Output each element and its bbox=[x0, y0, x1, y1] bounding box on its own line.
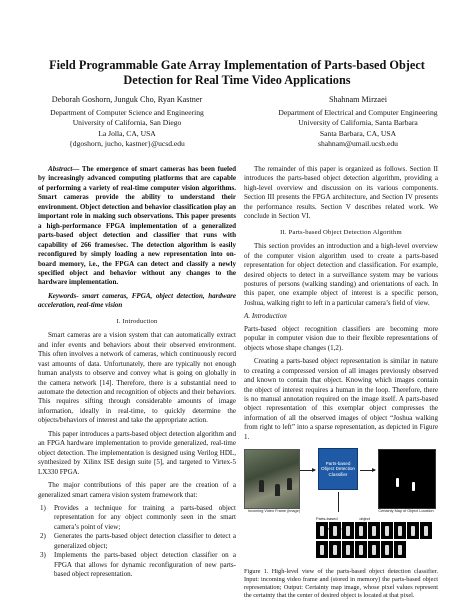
certainty-map-image bbox=[378, 449, 436, 509]
input-label: Incoming Video Frame (image) bbox=[247, 509, 301, 514]
abstract-text: — The emergence of smart cameras has been fueled by increasingly advanced computing platforms that are capable of performing a variety of real-time computer vision algorithms. Smart cameras provide the ability to understand their environment. Object detection and behavior classification play an important role in making such observations. This paper presents a high-performance FPGA implementation of a generalized parts-based object detection and classifier that runs with capability of 266 frames/sec. The detection algorithm is easily reconfigured by simply loading a new representation into on-board memory, i.e., the FPGA can detect and classify a newly specified object and behavior without any changes to the hardware implementation. bbox=[38, 165, 236, 287]
right-column bbox=[244, 165, 438, 600]
intro-paragraph-1: Smart cameras are a vision system that can automatically extract and infer events and behaviors about their observed environment. This often involves a network of cameras, which continuously record vast amounts of data. Unfortunately, there are typically not enough human analysts to observe and convey what is going on globally in the camera network [14]. Therefore, there is a substantial need to automate the detection and recognition of objects and their behaviors. This requires sifting through considerable amounts of image information, ideally in real-time, to quickly determine the objects/behaviors of interest and take the appropriate action. bbox=[38, 331, 236, 425]
section-heading: II. Parts-based Object Detection Algorithm bbox=[280, 228, 402, 236]
part-image bbox=[368, 541, 380, 558]
part-image bbox=[381, 541, 393, 558]
video-frame-image bbox=[244, 449, 300, 509]
person-silhouette bbox=[275, 484, 280, 496]
part-image bbox=[329, 541, 341, 558]
list-text: Provides a technique for training a parts-based object representation for any object commonly seen in the smart camera’s point of view; bbox=[54, 503, 236, 531]
part-image bbox=[394, 541, 406, 558]
arrow-up-icon bbox=[338, 492, 339, 512]
part-image bbox=[381, 522, 393, 539]
list-text: Implements the parts-based object detection classifier on a FPGA that allows for dynamic reconfiguration of new parts-based object representation. bbox=[54, 551, 236, 579]
part-image bbox=[342, 541, 354, 558]
author-univ: University of California, Santa Barbara bbox=[298, 118, 418, 127]
person-silhouette bbox=[287, 478, 292, 490]
organization-paragraph: The remainder of this paper is organized as follows. Section II introduces the parts-based object detection algorithm, providing a high-level overview and discussion on its various components. Section III presents the FPGA architecture, and Section IV presents the performance results. Section V describes related work. We conclude in Section VI. bbox=[244, 165, 438, 221]
part-image bbox=[355, 522, 367, 539]
author-city: Santa Barbara, CA, USA bbox=[319, 128, 397, 138]
part-image bbox=[342, 522, 354, 539]
author-email: shahnam@umail.ucsb.edu bbox=[318, 139, 398, 148]
detection-blob bbox=[396, 478, 399, 487]
list-item bbox=[38, 551, 236, 579]
author-dept: Department of Electrical and Computer Engineering bbox=[278, 107, 438, 117]
author-univ: University of California, San Diego bbox=[72, 118, 182, 127]
contribution-list bbox=[38, 504, 236, 580]
author-section bbox=[0, 95, 474, 155]
part-image bbox=[394, 522, 406, 539]
list-number: 3) bbox=[40, 551, 46, 560]
author-email: {dgoshorn, jucho, kastner}@ucsd.edu bbox=[69, 139, 185, 148]
person-silhouette bbox=[259, 480, 264, 492]
author-names: Shahnam Mirzaei bbox=[329, 95, 387, 104]
figure-1 bbox=[244, 446, 438, 564]
algorithm-paragraph-3: Creating a parts-based object representation is similar in nature to creating a compressed version of all images previously observed and known to contain that object. Knowing which images contain the object of interest requires a human in the loop. Therefore, there is no manual annotation required on the image itself. A parts-based object representation of this exemplar object compresses the information of all the observed images of object “Joshua walking from right to left” into a sparse representation, as depicted in Figure 1. bbox=[244, 357, 438, 441]
part-image bbox=[316, 541, 328, 558]
detection-blob bbox=[412, 482, 415, 491]
keywords-label: Keywords- bbox=[48, 291, 79, 300]
intro-paragraph-2: This paper introduces a parts-based object detection algorithm and an FPGA hardware implementation to provide generalized, real-time object detection. The implementation is designed using Verilog HDL, synthesized by Xilinx ISE design suite [5], and targeted to Virtex-5 LX330 FPGA. bbox=[38, 429, 236, 476]
paper-title: Field Programmable Gate Array Implementation of Parts-based Object Detection for Real Time Video Applications bbox=[49, 58, 425, 87]
abstract bbox=[38, 165, 236, 288]
part-image bbox=[316, 522, 328, 539]
list-number: 2) bbox=[40, 532, 46, 541]
left-column bbox=[38, 165, 236, 583]
keywords-text: smart cameras, FPGA, object detection, hardware acceleration, real-time vision bbox=[38, 291, 236, 310]
arrow-icon bbox=[300, 470, 315, 471]
parts-representation-strip bbox=[316, 522, 434, 558]
intro-paragraph-3: The major contributions of this paper are the creation of a generalized smart camera vision system framework that: bbox=[38, 481, 236, 499]
algorithm-paragraph-2: Parts-based object recognition classifiers are becoming more popular in computer vision due to their flexible representations of objects whose shape changes (1,2). bbox=[244, 324, 438, 352]
part-image bbox=[407, 522, 419, 539]
representation-label: Parts-based object bbox=[316, 516, 370, 522]
part-image bbox=[420, 522, 432, 539]
author-dept: Department of Computer Science and Engineering bbox=[50, 107, 204, 117]
author-city: La Jolla, CA, USA bbox=[98, 128, 156, 138]
author-block-ucsd bbox=[22, 95, 232, 150]
list-text: Generates the parts-based object detection classifier to detect a generalized object; bbox=[54, 532, 236, 550]
algorithm-paragraph-1: This section provides an introduction and a high-level overview of the computer vision algorithm used to create a parts-based representation for object detection and classification. For example, desired objects to detect in a surveillance system may be various postures of persons (walking standing) and orientations of each. In this paper, one example object of interest is a specific person, Joshua, walking right to left in a particular camera’s field of view. bbox=[244, 242, 438, 307]
list-item bbox=[38, 504, 236, 532]
arrow-icon bbox=[360, 470, 375, 471]
subsection-heading: A. Introduction bbox=[244, 312, 287, 321]
keywords bbox=[38, 292, 236, 311]
author-block-ucsb bbox=[258, 95, 458, 150]
part-image bbox=[368, 522, 380, 539]
abstract-label: Abstract bbox=[48, 165, 73, 173]
list-item bbox=[38, 532, 236, 551]
part-image bbox=[329, 522, 341, 539]
author-names: Deborah Goshorn, Junguk Cho, Ryan Kastner bbox=[51, 95, 203, 104]
classifier-box: Parts-based Object Detection Classifier bbox=[318, 448, 358, 490]
section-heading: I. Introduction bbox=[116, 317, 158, 325]
figure-caption: Figure 1. High-level view of the parts-based object detection classifier. Input: incoming video frame and (stored in memory) the parts-based object representation; Output: Certainty map image, whose pixel values represent the certainty that the center of desired object is located at that pixel. bbox=[244, 568, 438, 600]
output-label: Certainty Map of Object Location bbox=[378, 509, 434, 514]
part-image bbox=[355, 541, 367, 558]
list-number: 1) bbox=[40, 503, 46, 512]
